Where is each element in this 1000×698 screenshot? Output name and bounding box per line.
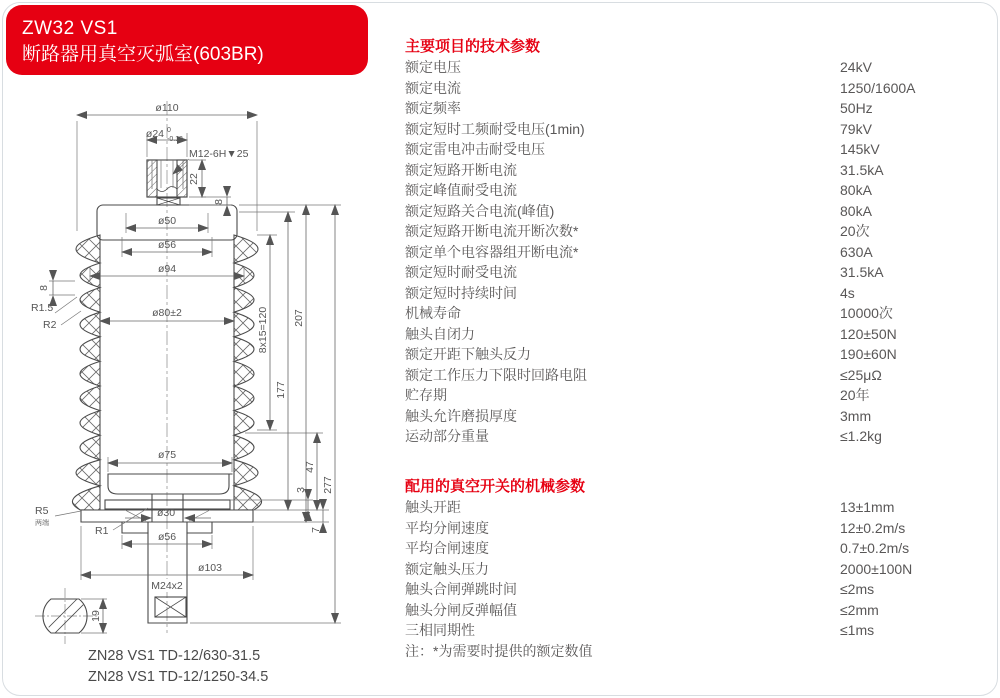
param-row <box>405 324 987 345</box>
param-label: 额定短路开断电流 <box>405 161 517 178</box>
param-value: 630A <box>840 243 873 260</box>
param-label: 额定峰值耐受电流 <box>405 182 517 199</box>
param-row <box>405 620 987 641</box>
param-row <box>405 221 987 242</box>
drawing-dimension-label: ø75 <box>157 449 177 461</box>
section-mechanical-parameters <box>405 477 987 661</box>
drawing-dimension-label: 22 <box>188 173 200 185</box>
drawing-dimension-label: 19 <box>90 610 102 622</box>
drawing-dimension-label: R2 <box>43 319 57 331</box>
param-label: 注：*为需要时提供的额定数值 <box>405 642 593 659</box>
param-row <box>405 139 987 160</box>
param-label: 额定短时持续时间 <box>405 284 517 301</box>
param-row <box>405 57 987 78</box>
param-label: 触头开距 <box>405 499 461 516</box>
param-value: 31.5kA <box>840 161 884 178</box>
drawing-dimension-label: ø24 <box>145 128 164 140</box>
param-label: 贮存期 <box>405 387 447 404</box>
drawing-dimension-label: M12-6H▼25 <box>189 148 249 160</box>
footnote <box>405 641 987 662</box>
param-value: ≤1.2kg <box>840 428 882 445</box>
drawing-dimension-label: 47 <box>304 461 316 473</box>
param-value: 2000±100N <box>840 560 913 577</box>
param-value: 4s <box>840 284 855 301</box>
drawing-dimension-label: 177 <box>275 381 287 399</box>
param-row <box>405 497 987 518</box>
drawing-dimension-label: ø103 <box>198 562 222 574</box>
title-banner <box>6 5 368 75</box>
param-label: 额定单个电容器组开断电流* <box>405 243 579 260</box>
param-label: 三相同期性 <box>405 622 475 639</box>
drawing-dimension-label: ø80±2 <box>152 307 182 319</box>
param-row <box>405 98 987 119</box>
param-row <box>405 559 987 580</box>
param-list <box>405 57 987 447</box>
param-label: 平均分闸速度 <box>405 519 489 536</box>
drawing-dimension-label: ø110 <box>155 102 179 114</box>
param-value: 12±0.2m/s <box>840 519 906 536</box>
param-row <box>405 365 987 386</box>
param-row <box>405 600 987 621</box>
param-value: 10000次 <box>840 305 893 322</box>
param-row <box>405 283 987 304</box>
param-value: 1250/1600A <box>840 79 916 96</box>
interrupter-outline <box>43 160 262 633</box>
param-value: 50Hz <box>840 100 873 117</box>
param-label: 触头分闸反弹幅值 <box>405 601 517 618</box>
param-value: 145kV <box>840 141 880 158</box>
param-row <box>405 242 987 263</box>
param-row <box>405 426 987 447</box>
param-value: ≤1ms <box>840 622 875 639</box>
model-designations <box>88 646 268 688</box>
param-label: 额定触头压力 <box>405 560 489 577</box>
product-name: 断路器用真空灭弧室(603BR) <box>22 44 264 65</box>
drawing-dimension-label: ø50 <box>157 215 177 227</box>
model-line: ZN28 VS1 TD-12/1250-34.5 <box>88 669 269 685</box>
product-model: ZW32 VS1 <box>22 18 118 39</box>
drawing-dimension-label: 277 <box>322 476 334 494</box>
param-value: 120±50N <box>840 325 897 342</box>
param-label: 额定开距下触头反力 <box>405 346 531 363</box>
section-title: 配用的真空开关的机械参数 <box>405 478 586 495</box>
drawing-dimension-label: R1.5 <box>31 302 54 314</box>
drawing-dimension-label: 3 <box>295 487 307 493</box>
drawing-dimension-label: 8 <box>213 199 225 205</box>
drawing-dimension-label: ø56 <box>157 531 177 543</box>
param-row <box>405 160 987 181</box>
param-value: 20年 <box>840 387 870 404</box>
param-row <box>405 180 987 201</box>
param-label: 额定短路开断电流开断次数* <box>405 223 579 240</box>
technical-drawing <box>5 85 375 695</box>
drawing-dimension-label: 207 <box>293 309 305 327</box>
param-label: 额定短时工频耐受电压(1min) <box>405 120 585 137</box>
param-label: 运动部分重量 <box>405 428 489 445</box>
param-value: 190±60N <box>840 346 897 363</box>
param-value: 80kA <box>840 182 872 199</box>
model-line: ZN28 VS1 TD-12/630-31.5 <box>88 648 261 664</box>
param-row <box>405 262 987 283</box>
param-value: 20次 <box>840 223 870 240</box>
drawing-dimension-label: 8x15=120 <box>257 306 269 354</box>
drawing-dimension-label: R5 <box>35 505 49 517</box>
param-row <box>405 538 987 559</box>
param-label: 机械寿命 <box>405 305 461 322</box>
param-row <box>405 518 987 539</box>
param-value: ≤25μΩ <box>840 366 882 383</box>
section-main-parameters <box>405 37 987 447</box>
param-row <box>405 385 987 406</box>
param-row <box>405 201 987 222</box>
param-label: 平均合闸速度 <box>405 540 489 557</box>
spec-panel <box>405 0 987 698</box>
param-value: ≤2mm <box>840 601 879 618</box>
param-label: 额定电流 <box>405 79 461 96</box>
param-value: ≤2ms <box>840 581 875 598</box>
param-row <box>405 78 987 99</box>
param-label: 额定短路关合电流(峰值) <box>405 202 555 219</box>
drawing-dimension-label: -0.13 <box>167 136 183 143</box>
param-value: 80kA <box>840 202 872 219</box>
drawing-dimension-label: ø30 <box>156 507 176 519</box>
drawing-dimension-label: 8 <box>38 285 50 291</box>
param-row <box>405 119 987 140</box>
param-value: 13±1mm <box>840 499 895 516</box>
param-list <box>405 497 987 661</box>
drawing-dimension-label: R1 <box>95 525 109 537</box>
drawing-dimension-label: 0 <box>167 127 171 134</box>
param-label: 额定工作压力下限时回路电阻 <box>405 366 587 383</box>
param-label: 额定频率 <box>405 100 461 117</box>
param-label: 额定电压 <box>405 59 461 76</box>
param-value: 24kV <box>840 59 872 76</box>
param-label: 触头自闭力 <box>405 325 475 342</box>
drawing-dimension-label: 两端 <box>35 520 49 527</box>
param-row <box>405 344 987 365</box>
drawing-dimension-label: 7 <box>310 527 322 533</box>
param-label: 触头允许磨损厚度 <box>405 407 517 424</box>
drawing-dimension-label: ø56 <box>157 239 177 251</box>
param-label: 触头合闸弹跳时间 <box>405 581 517 598</box>
section-title: 主要项目的技术参数 <box>405 38 541 55</box>
drawing-dimension-label: M24x2 <box>151 580 183 592</box>
drawing-dimension-label: ø94 <box>157 263 177 275</box>
param-value: 31.5kA <box>840 264 884 281</box>
param-row <box>405 579 987 600</box>
param-label: 额定雷电冲击耐受电压 <box>405 141 545 158</box>
param-value: 79kV <box>840 120 872 137</box>
param-row <box>405 406 987 427</box>
param-row <box>405 303 987 324</box>
param-label: 额定短时耐受电流 <box>405 264 517 281</box>
param-value: 3mm <box>840 407 872 424</box>
param-value: 0.7±0.2m/s <box>840 540 910 557</box>
